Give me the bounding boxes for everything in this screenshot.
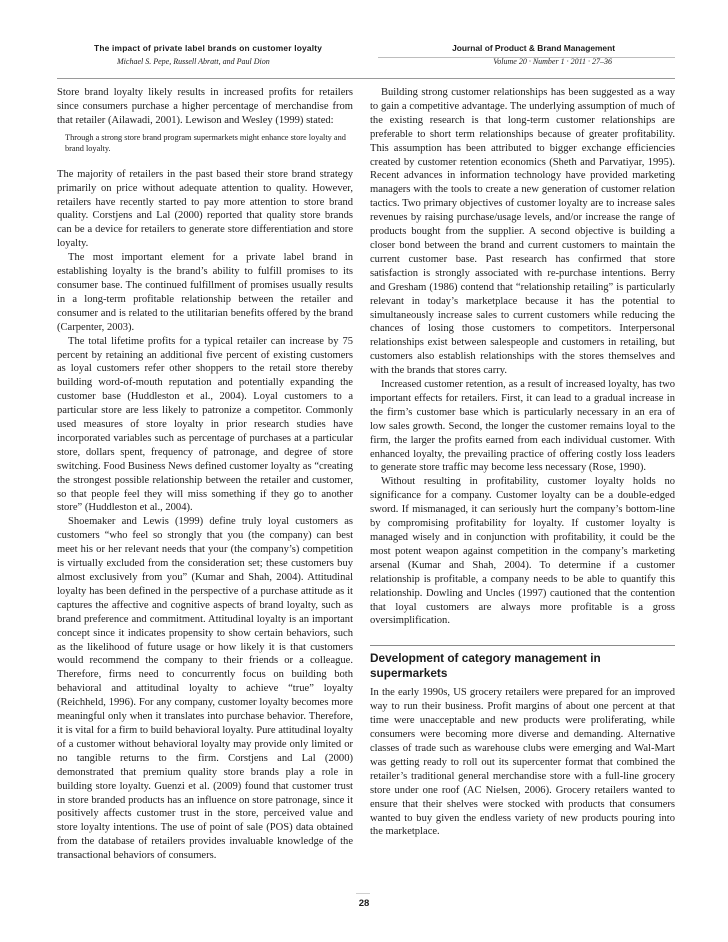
right-column bbox=[370, 86, 675, 839]
paragraph: The most important element for a private label brand in establishing loyalty is the brand’s ability to fulfill promises to its consumer base. The continued fulfillment of promises usually results in a long-term profitable relationship between the retailer and consumer and is related to the utilitarian benefits offered by the brand (Carpenter, 2003). bbox=[57, 252, 353, 333]
paragraph: Store brand loyalty likely results in increased profits for retailers since consumers purchase a higher percentage of merchandise from that retailer (Ailawadi, 2001). Lewison and Wesley (1999) stated: bbox=[57, 87, 353, 126]
section-heading: Development of category management in supermarkets bbox=[370, 645, 675, 681]
paragraph: In the early 1990s, US grocery retailers were prepared for an improved way to run their business. Profit margins of about one percent at that time were unacceptable and new products were proliferating, while consumers were becoming more diverse and demanding. Alternative classes of trade such as warehouse clubs were emerging and Wal-Mart was getting ready to roll out its supercenter format that combined the retailer’s traditional general merchandise store with a full-line grocery store under one roof (AC Nielsen, 2006). Grocery retailers wanted to ensure that their shelves were stocked with products that consumers wanted to buy given the endless variety of new products pouring into the marketplace. bbox=[370, 687, 675, 838]
paragraph: The majority of retailers in the past based their store brand strategy primarily on price without adequate attention to quality. However, retailers have recently started to pay more attention to store brand quality. Corstjens and Lal (2000) reported that quality store brands can be a device for retailers to generate store differentiation and store loyalty. bbox=[57, 168, 353, 250]
paragraph: Shoemaker and Lewis (1999) define truly loyal customers as customers “who feel so strongly that you (the company) can best meet his or her relevant needs that your (the company’s) competition is virtually excluded from the consideration set; these customers buy almost exclusively from you” (Kumar and Shah, 2004). Attitudinal loyalty has been defined in the perspective of a purchase attitude as it captures the affective and cognitive aspects of brand loyalty, such as brand preference and commitment. Attitudinal loyalty is an important concept since it indicates propensity to show certain behaviors, such as the likelihood of future usage or how likely it is that customers would recommend the company to their friends or a colleague. Therefore, firms need to concurrently focus on building both behavioral and attitudinal loyalty to achieve “true” loyalty (Reichheld, 1996). For any company, customer loyalty becomes more meaningful only when it translates into purchase behavior. Therefore, it is vital for a firm to build behavioral loyalty. Pure attitudinal loyalty of a customer without behavioral loyalty may provide only limited or no tangible returns to the firm. Corstjens and Lal (2000) demonstrated that premium quality store brands play a role in building store loyalty. Guenzi et al. (2009) found that customer trust in store branded products has an influence on store patronage, since it positively affects customer trust in the store, perceived value and store loyalty intentions. The use of point of sale (POS) data obtained from the database of retailers provides invaluable knowledge of the transactional behaviors of consumers. bbox=[57, 516, 353, 862]
paragraph: Increased customer retention, as a result of increased loyalty, has two important effects for retailers. First, it can lead to a gradual increase in the firm’s customer base which is particularly necessary in an era of low sales growth. Second, the longer the customer remains loyal to the firm, the larger the profits earned from each individual customer. With enhanced loyalty, the prevailing practice of offering costly loss leaders to generate store traffic may become less necessary (Rose, 1990). bbox=[370, 379, 675, 474]
footer-rule bbox=[356, 893, 370, 894]
paragraph: Building strong customer relationships has been suggested as a way to gain a competitive advantage. The underlying assumption of much of the existing research is that long-term customer relationships are preferable to short term relationships because of greater profitability. This assumption has been attributed to bigger exchange efficiencies created by customer retention economics (Sheth and Parvatiyar, 1995). Recent advances in information technology have provided marketing managers with the tools to create a new generation of customer relation tactics. Two primary objectives of customer loyalty are to increase sales revenues by raising purchase/usage levels, and/or increase the range of products bought from the supplier. A second objective is building a closer bond between the brand and current customers to maintain the current customer base. Past research has confirmed that store satisfaction is strongly associated with re-purchase intentions. Berry and Gresham (1986) contend that “relationship retailing” is particularly relevant in today’s marketplace because it has the potential to simultaneously increase sales to current customers while reducing the chances of losing those customers to competitors. Interpersonal relationships exist between salespeople and customers in retailing, but customers also establish relationships with the stores themselves and with the brands that stores carry. bbox=[370, 87, 675, 377]
block-quote: Through a strong store brand program supermarkets might enhance store loyalty and brand loyalty. bbox=[65, 132, 346, 153]
left-column bbox=[57, 86, 353, 863]
header-divider bbox=[378, 57, 675, 58]
page-number: 28 bbox=[358, 898, 370, 909]
paragraph: Without resulting in profitability, customer loyalty holds no significance for a company. Customer loyalty can be a double-edged sword. If mismanaged, it can seriously hurt the company’s bottom-line by compromising profitability for loyalty. If customer loyalty is managed wisely and in conjunction with profitability, it could be the most potent weapon against competition in the company’s marketing arsenal (Kumar and Shah, 2004). To determine if a customer relationship is profitable, a company needs to be able to quantify this relationship. Dowling and Uncles (1997) cautioned that the contention that loyal customers are always more profitable is a gross oversimplification. bbox=[370, 476, 675, 627]
header-journal-name: Journal of Product & Brand Management bbox=[452, 43, 615, 53]
header-article-title: The impact of private label brands on customer loyalty bbox=[94, 43, 323, 53]
running-header bbox=[57, 40, 675, 79]
paragraph: The total lifetime profits for a typical retailer can increase by 75 percent by retaining an additional five percent of existing customers as loyal customers refer other shoppers to the retail store thereby building word-of-mouth reputation and potentially expanding the customer base (Huddleston et al., 2004). Loyal customers to a particular store are less likely to patronize a competitor. Commonly used measures of store loyalty in prior research studies have incorporated variables such as percentage of purchases at a particular store, dollars spent, frequency of patronage, and degree of store switching. Food Business News defined customer loyalty as “creating the strongest possible relationship between the retailer and customer, so that people feel they will miss something if they go to another store” (Huddleston et al., 2004). bbox=[57, 335, 353, 514]
header-authors: Michael S. Pepe, Russell Abratt, and Paul Dion bbox=[117, 57, 270, 66]
header-volume-info: Volume 20 · Number 1 · 2011 · 27–36 bbox=[493, 57, 612, 66]
